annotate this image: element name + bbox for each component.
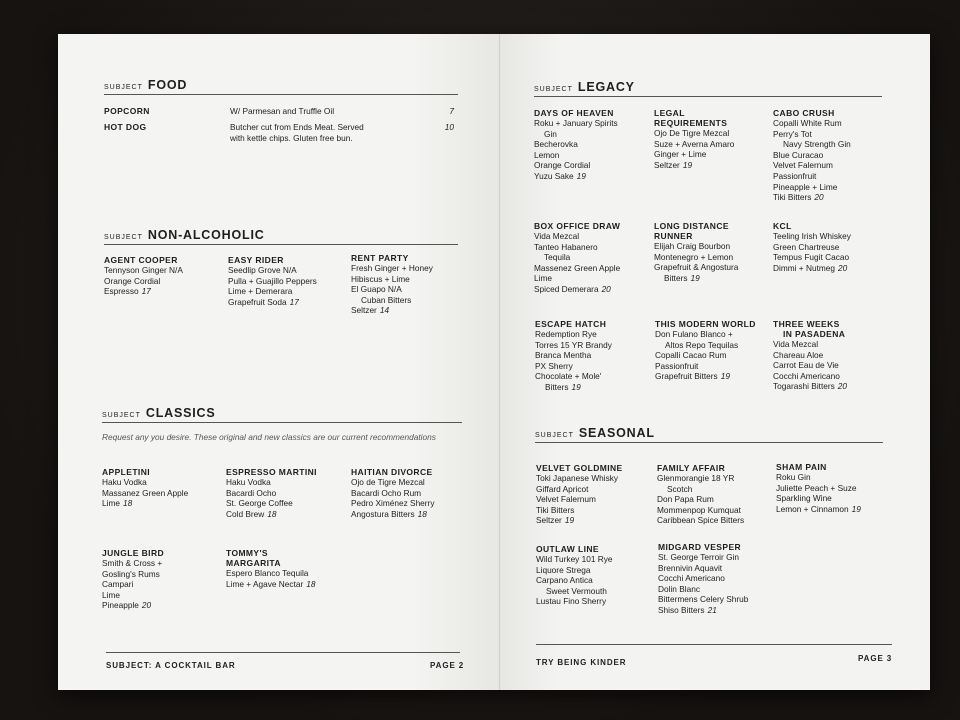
ingredient: Gin xyxy=(544,128,557,139)
drink-name: HAITIAN DIVORCE xyxy=(351,467,433,477)
ingredient: Haku Vodka xyxy=(226,477,271,487)
ingredient: Scotch xyxy=(667,483,693,494)
ingredient: Wild Turkey 101 Rye xyxy=(536,554,613,564)
ingredient-text: Seltzer xyxy=(351,305,377,316)
ingredient xyxy=(773,381,847,392)
ingredient: Lime + Demerara xyxy=(228,286,293,297)
drink-price: 19 xyxy=(690,272,700,283)
ingredient xyxy=(228,297,317,308)
ingredient: Pineapple + Lime xyxy=(773,181,838,192)
ingredient: El Guapo N/A xyxy=(351,284,402,295)
ingredient: Don Papa Rum xyxy=(657,494,714,505)
food-item-price: 10 xyxy=(444,122,454,132)
ingredient: Navy Strength Gin xyxy=(783,139,851,150)
nonalcoholic-header xyxy=(104,228,458,245)
drink-agent-cooper xyxy=(104,255,183,297)
ingredient xyxy=(102,600,164,611)
ingredient: Toki Japanese Whisky xyxy=(536,473,619,483)
ingredient xyxy=(351,509,434,520)
classics-note: Request any you desire. These original and new classics are our current recommendations xyxy=(102,432,436,442)
drink-family-affair xyxy=(657,463,744,526)
drink-name: REQUIREMENTS xyxy=(654,118,728,128)
classics-header xyxy=(102,406,462,423)
seasonal-section xyxy=(535,426,883,443)
ingredient xyxy=(535,382,612,393)
ingredient: Teeling Irish Whiskey xyxy=(773,231,851,241)
ingredient: PX Sherry xyxy=(535,360,573,371)
drink-name: FAMILY AFFAIR xyxy=(657,463,726,473)
ingredient: Giffard Apricot xyxy=(536,483,589,494)
ingredient: Ojo de Tigre Mezcal xyxy=(351,477,425,487)
footer-tagline: TRY BEING KINDER xyxy=(536,658,627,667)
ingredient: Grapefruit & Angostura xyxy=(654,262,739,273)
ingredient: Cocchi Americano xyxy=(658,573,725,584)
drink-name: JUNGLE BIRD xyxy=(102,548,165,558)
ingredient: Branca Mentha xyxy=(535,350,592,361)
ingredient: Passionfruit xyxy=(655,360,699,371)
ingredient: Blue Curacao xyxy=(773,149,824,160)
ingredient-text: Tiki Bitters xyxy=(773,192,812,203)
food-item-description: W/ Parmesan and Truffle Oil xyxy=(230,106,335,116)
drink-escape-hatch xyxy=(535,319,612,393)
drink-price: 17 xyxy=(141,286,151,297)
drink-haitian-divorce xyxy=(351,467,434,519)
ingredient-text: Bitters xyxy=(545,381,569,392)
drink-espresso-martini xyxy=(226,467,317,519)
ingredient: Seedlip Grove N/A xyxy=(228,265,297,275)
drink-name: MARGARITA xyxy=(226,558,281,568)
ingredient-text: Dimmi + Nutmeg xyxy=(773,262,836,273)
ingredient: Montenegro + Lemon xyxy=(654,251,734,262)
drink-name: OUTLAW LINE xyxy=(536,544,599,554)
drink-price: 20 xyxy=(814,192,824,203)
subject-label: SUBJECT xyxy=(102,412,141,419)
ingredient-text: Cold Brew xyxy=(226,508,265,519)
drink-velvet-goldmine xyxy=(536,463,623,526)
ingredient: Juliette Peach + Suze xyxy=(776,482,857,493)
ingredient: Bacardi Ocho xyxy=(226,487,277,498)
ingredient: Vida Mezcal xyxy=(534,231,580,241)
ingredient: Green Chartreuse xyxy=(773,241,840,252)
ingredient-text: Grapefruit Soda xyxy=(228,296,287,307)
drink-price: 19 xyxy=(682,159,693,170)
ingredient-text: Seltzer xyxy=(536,515,562,526)
ingredient: Massenez Green Apple xyxy=(534,262,621,273)
drink-midgard-vesper xyxy=(658,542,748,616)
ingredient xyxy=(102,498,188,509)
drink-price: 18 xyxy=(306,578,316,589)
subject-label: SUBJECT xyxy=(104,84,143,91)
ingredient-text: Bitters xyxy=(664,272,688,283)
ingredient: Lime xyxy=(102,589,120,600)
ingredient: Don Fulano Blanco + xyxy=(655,329,733,339)
drink-name: BOX OFFICE DRAW xyxy=(534,221,621,231)
ingredient: Tanteo Habanero xyxy=(534,241,598,252)
ingredient: Ojo De Tigre Mezcal xyxy=(654,128,730,138)
legacy-section xyxy=(534,80,882,97)
drink-tommys-margarita xyxy=(226,548,315,589)
ingredient-text: Angostura Bitters xyxy=(351,508,415,519)
ingredient: Sparkling Wine xyxy=(776,493,832,504)
ingredient xyxy=(654,160,734,171)
ingredient: Vida Mezcal xyxy=(773,339,819,349)
ingredient: Cocchi Americano xyxy=(773,370,840,381)
ingredient-text: Togarashi Bitters xyxy=(773,381,835,392)
drink-box-office-draw xyxy=(534,221,620,295)
food-title: FOOD xyxy=(147,78,188,92)
drink-cabo-crush xyxy=(773,108,851,203)
drink-three-weeks-in-pasadena xyxy=(773,319,847,392)
nonalcoholic-section xyxy=(104,228,458,245)
ingredient-text: Lime xyxy=(102,498,120,509)
ingredient-text: Spiced Demerara xyxy=(534,283,599,294)
ingredient: Velvet Falernum xyxy=(773,160,833,171)
drink-price: 20 xyxy=(141,600,152,611)
drink-price: 19 xyxy=(576,170,586,181)
legacy-title: LEGACY xyxy=(577,80,635,94)
ingredient: Becherovka xyxy=(534,139,578,150)
ingredient: Copalli White Rum xyxy=(773,118,842,128)
drink-days-of-heaven xyxy=(534,108,618,182)
ingredient: Dolin Blanc xyxy=(658,583,700,594)
ingredient: Carpano Antica xyxy=(536,575,593,586)
ingredient: St. George Coffee xyxy=(226,498,293,509)
food-item-name: HOT DOG xyxy=(104,122,147,132)
drink-price: 18 xyxy=(122,498,133,509)
drink-price: 14 xyxy=(379,305,390,316)
ingredient-text: Lemon + Cinnamon xyxy=(776,503,849,514)
drink-name: SHAM PAIN xyxy=(776,462,827,472)
classics-section xyxy=(102,406,462,443)
ingredient: Torres 15 YR Brandy xyxy=(535,339,612,350)
ingredient: Passionfruit xyxy=(773,170,817,181)
drink-legal-requirements xyxy=(654,108,734,170)
ingredient xyxy=(773,192,851,203)
ingredient: Chareau Aloe xyxy=(773,349,824,360)
ingredient: Suze + Averna Amaro xyxy=(654,138,735,149)
drink-name: MIDGARD VESPER xyxy=(658,542,742,552)
drink-name: THREE WEEKS xyxy=(773,319,840,329)
drink-name: KCL xyxy=(773,221,792,231)
drink-price: 18 xyxy=(417,508,427,519)
ingredient: Liquore Strega xyxy=(536,564,591,575)
ingredient: Gosling's Rums xyxy=(102,568,160,579)
drink-appletini xyxy=(102,467,188,509)
ingredient: Lime xyxy=(534,273,552,284)
drink-price: 21 xyxy=(707,604,717,615)
drink-rent-party xyxy=(351,253,433,316)
drink-kcl xyxy=(773,221,851,273)
food-header xyxy=(104,78,458,95)
ingredient: Campari xyxy=(102,579,134,590)
ingredient: Tiki Bitters xyxy=(536,504,575,515)
ingredient xyxy=(226,579,315,590)
drink-price: 19 xyxy=(564,515,575,526)
ingredient: Perry's Tot xyxy=(773,128,812,139)
ingredient: Espero Blanco Tequila xyxy=(226,568,309,578)
ingredient-text: Grapefruit Bitters xyxy=(655,371,718,382)
ingredient: Bacardi Ocho Rum xyxy=(351,487,422,498)
ingredient: Hibiscus + Lime xyxy=(351,273,410,284)
subject-label: SUBJECT xyxy=(535,432,574,439)
drink-name: DAYS OF HEAVEN xyxy=(534,108,614,118)
ingredient-text: Lime + Agave Nectar xyxy=(226,578,304,589)
drink-long-distance-runner xyxy=(654,221,738,283)
ingredient: Lemon xyxy=(534,149,560,160)
ingredient: Glenmorangie 18 YR xyxy=(657,473,735,483)
ingredient: Roku Gin xyxy=(776,472,811,482)
ingredient-text: Yuzu Sake xyxy=(534,170,574,181)
center-fold xyxy=(499,34,500,690)
description-line: with kettle chips. Gluten free bun. xyxy=(230,132,353,143)
drink-name: TOMMY'S xyxy=(226,548,268,558)
ingredient: Brennivin Aquavit xyxy=(658,562,723,573)
ingredient: Fresh Ginger + Honey xyxy=(351,263,433,273)
nonalcoholic-title: NON-ALCOHOLIC xyxy=(147,228,265,242)
ingredient xyxy=(776,504,861,515)
legacy-header xyxy=(534,80,882,97)
ingredient: Tequila xyxy=(544,252,571,263)
ingredient xyxy=(534,284,620,295)
ingredient: Orange Cordial xyxy=(534,160,591,171)
drink-name: THIS MODERN WORLD xyxy=(655,319,756,329)
ingredient: Carrot Eau de Vie xyxy=(773,360,839,371)
ingredient: Haku Vodka xyxy=(102,477,147,487)
drink-name: RUNNER xyxy=(654,231,693,241)
ingredient: Pulla + Guajillo Peppers xyxy=(228,275,317,286)
drink-price: 20 xyxy=(837,381,848,392)
subject-label: SUBJECT xyxy=(534,86,573,93)
drink-price: 20 xyxy=(838,262,848,273)
ingredient xyxy=(654,273,738,284)
drink-name: APPLETINI xyxy=(102,467,150,477)
drink-name: VELVET GOLDMINE xyxy=(536,463,623,473)
ingredient xyxy=(351,305,433,316)
drink-price: 19 xyxy=(571,381,581,392)
ingredient: Smith & Cross + xyxy=(102,558,163,568)
seasonal-header xyxy=(535,426,883,443)
footer-rule xyxy=(106,652,460,653)
drink-name: ESCAPE HATCH xyxy=(535,319,607,329)
ingredient xyxy=(658,605,748,616)
drink-price: 19 xyxy=(720,371,730,382)
drink-name: AGENT COOPER xyxy=(104,255,178,265)
drink-this-modern-world xyxy=(655,319,756,382)
food-item-name: POPCORN xyxy=(104,106,150,116)
drink-price: 20 xyxy=(601,283,611,294)
seasonal-title: SEASONAL xyxy=(578,426,655,440)
ingredient: Roku + January Spirits xyxy=(534,118,618,128)
ingredient: Sweet Vermouth xyxy=(546,585,607,596)
drink-name: CABO CRUSH xyxy=(773,108,835,118)
ingredient-text: Pineapple xyxy=(102,600,139,611)
menu-sheet xyxy=(58,34,930,690)
ingredient: Bittermens Celery Shrub xyxy=(658,594,749,605)
ingredient: Altos Repo Tequilas xyxy=(665,339,739,350)
drink-jungle-bird xyxy=(102,548,164,611)
ingredient xyxy=(773,263,851,274)
food-section xyxy=(104,78,458,143)
food-item-price: 7 xyxy=(449,106,454,116)
ingredient: Pedro Ximénez Sherry xyxy=(351,498,435,509)
ingredient: Orange Cordial xyxy=(104,275,161,286)
drink-price: 18 xyxy=(267,508,277,519)
ingredient xyxy=(536,515,623,526)
drink-easy-rider xyxy=(228,255,317,307)
ingredient: Copalli Cacao Rum xyxy=(655,350,727,361)
ingredient: Redemption Rye xyxy=(535,329,597,339)
classics-title: CLASSICS xyxy=(145,406,216,420)
drink-name: RENT PARTY xyxy=(351,253,409,263)
drink-name: EASY RIDER xyxy=(228,255,284,265)
drink-name: LEGAL xyxy=(654,108,685,118)
drink-price: 17 xyxy=(289,296,299,307)
drink-outlaw-line xyxy=(536,544,613,607)
page-number: PAGE 2 xyxy=(430,661,465,670)
ingredient: Tempus Fugit Cacao xyxy=(773,252,850,263)
footer-bar-name: SUBJECT: A COCKTAIL BAR xyxy=(106,661,236,670)
food-item-description xyxy=(230,122,364,143)
drink-price: 19 xyxy=(851,503,861,514)
ingredient: Caribbean Spice Bitters xyxy=(657,515,745,526)
ingredient xyxy=(655,371,756,382)
ingredient: Mommenpop Kumquat xyxy=(657,504,741,515)
ingredient-text: Seltzer xyxy=(654,159,680,170)
ingredient-text: Espresso xyxy=(104,286,139,297)
ingredient: Ginger + Lime xyxy=(654,149,707,160)
ingredient: Velvet Falernum xyxy=(536,494,596,505)
drink-name: IN PASADENA xyxy=(783,329,846,339)
description-line: Butcher cut from Ends Meat. Served xyxy=(230,122,364,132)
ingredient: St. George Terroir Gin xyxy=(658,552,740,562)
drink-name: ESPRESSO MARTINI xyxy=(226,467,317,477)
ingredient: Lustau Fino Sherry xyxy=(536,596,607,607)
drink-sham-pain xyxy=(776,462,861,514)
ingredient: Massanez Green Apple xyxy=(102,487,189,498)
subject-label: SUBJECT xyxy=(104,234,143,241)
ingredient: Chocolate + Mole' xyxy=(535,371,602,382)
ingredient xyxy=(534,171,618,182)
ingredient: Elijah Craig Bourbon xyxy=(654,241,731,251)
ingredient xyxy=(226,509,317,520)
ingredient: Tennyson Ginger N/A xyxy=(104,265,183,275)
page-number: PAGE 3 xyxy=(858,654,893,663)
ingredient: Cuban Bitters xyxy=(361,294,412,305)
ingredient xyxy=(104,286,183,297)
drink-name: LONG DISTANCE xyxy=(654,221,729,231)
footer-rule xyxy=(536,644,892,645)
ingredient-text: Shiso Bitters xyxy=(658,604,705,615)
